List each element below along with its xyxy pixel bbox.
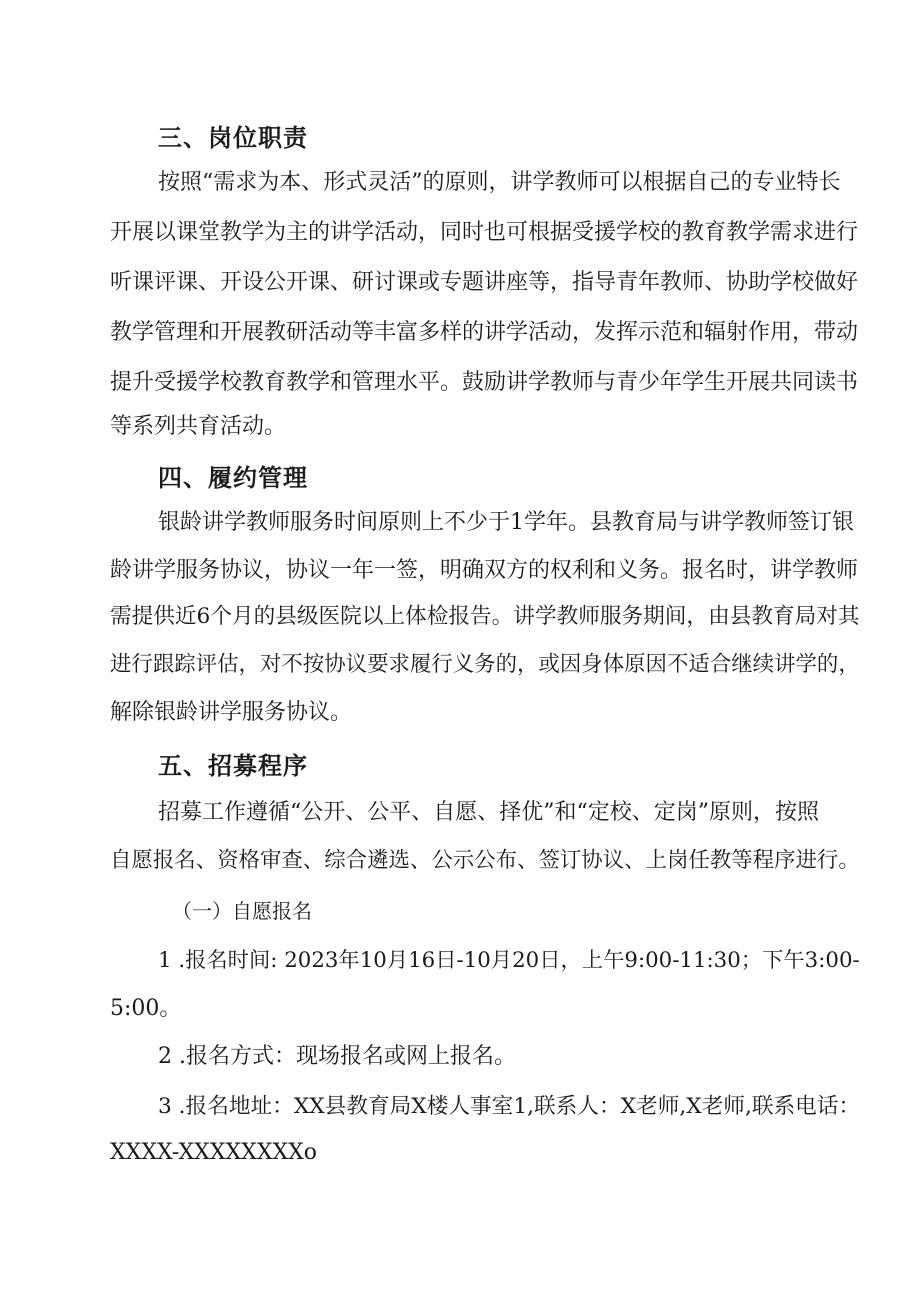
paragraph-line: 听课评课、开设公开课、研讨课或专题讲座等，指导青年教师、协助学校做好 bbox=[110, 270, 859, 295]
paragraph-line: 银龄讲学教师服务时间原则上不少于1学年。县教育局与讲学教师签订银 bbox=[158, 510, 854, 535]
paragraph-line: 等系列共育活动。 bbox=[110, 414, 287, 439]
paragraph-line: 教学管理和开展教研活动等丰富多样的讲学活动，发挥示范和辐射作用，带动 bbox=[110, 320, 859, 345]
section-heading-duties: 三、岗位职责 bbox=[158, 124, 308, 152]
paragraph-line: 开展以课堂教学为主的讲学活动，同时也可根据受援学校的教育教学需求进行 bbox=[110, 220, 859, 245]
paragraph-line: 进行跟踪评估，对不按协议要求履行义务的，或因身体原因不适合继续讲学的， bbox=[110, 652, 860, 677]
paragraph-line: 招募工作遵循“公开、公平、自愿、择优”和“定校、定岗”原则，按照 bbox=[158, 800, 819, 825]
paragraph-line: 需提供近6个月的县级医院以上体检报告。讲学教师服务期间，由县教育局对其 bbox=[110, 604, 860, 629]
list-item: 1 .报名时间: 2023年10月16日-10月20日，上午9:00-11:30；下午3:00- bbox=[158, 948, 860, 973]
list-item-continuation: XXXX-XXXXXXXXo bbox=[110, 1140, 318, 1165]
paragraph-line: 解除银龄讲学服务协议。 bbox=[110, 700, 353, 725]
list-item-continuation: 5:00。 bbox=[110, 996, 182, 1021]
list-item: 3 .报名地址：XX县教育局X楼人事室1,联系人：X老师,X老师,联系电话： bbox=[158, 1094, 861, 1119]
paragraph-line: 自愿报名、资格审查、综合遴选、公示公布、签订协议、上岗任教等程序进行。 bbox=[110, 848, 860, 873]
paragraph-line: 龄讲学服务协议，协议一年一签，明确双方的权利和义务。报名时，讲学教师 bbox=[110, 558, 859, 583]
paragraph-line: 按照“需求为本、形式灵活”的原则，讲学教师可以根据自己的专业特长 bbox=[158, 170, 841, 195]
section-heading-recruitment: 五、招募程序 bbox=[158, 752, 308, 780]
subheading-registration: （一）自愿报名 bbox=[172, 899, 312, 923]
section-heading-contract: 四、履约管理 bbox=[158, 464, 308, 492]
list-item: 2 .报名方式：现场报名或网上报名。 bbox=[158, 1044, 516, 1069]
paragraph-line: 提升受援学校教育教学和管理水平。鼓励讲学教师与青少年学生开展共同读书 bbox=[110, 370, 859, 395]
